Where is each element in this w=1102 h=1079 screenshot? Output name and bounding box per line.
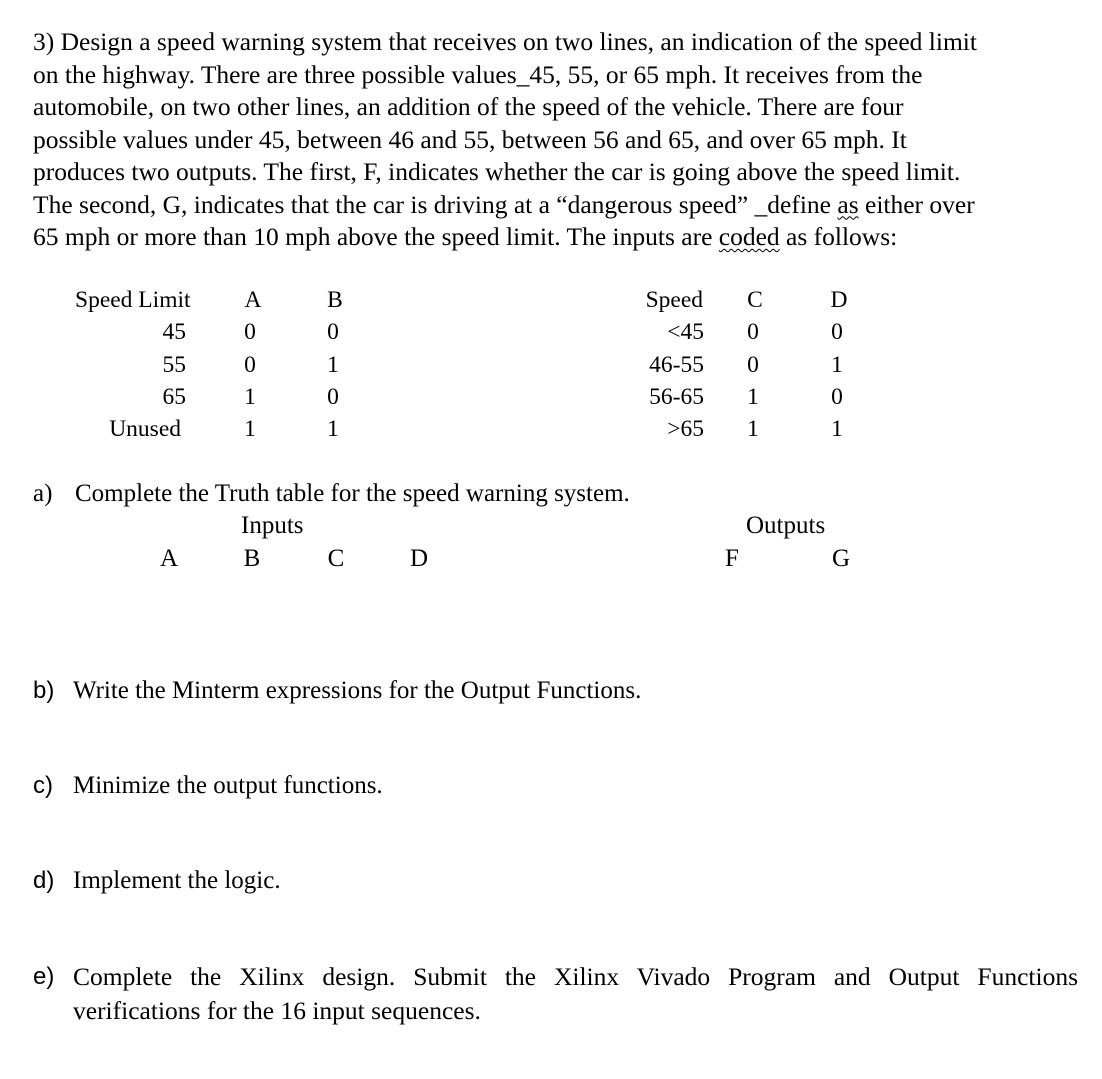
question-b <box>33 676 641 706</box>
table-header: Speed <box>645 287 703 313</box>
table-cell: 1 <box>747 416 759 442</box>
table-header: D <box>830 287 848 313</box>
table-cell: 1 <box>244 416 256 442</box>
table-cell: 1 <box>831 352 843 378</box>
table-cell: 0 <box>747 352 759 378</box>
problem-text: as follows: <box>779 222 898 251</box>
table-cell: 0 <box>831 319 843 345</box>
table-cell: 65 <box>162 384 186 410</box>
table-cell: 55 <box>162 352 186 378</box>
truth-table-column: B <box>243 545 261 572</box>
table-cell: 1 <box>327 352 339 378</box>
truth-table-column: D <box>409 545 429 572</box>
problem-line: automobile, on two other lines, an addition of the speed of the vehicle. There are four <box>33 92 904 121</box>
problem-text: The second, G, indicates that the car is driving at a “dangerous speed” _define <box>33 189 838 219</box>
problem-line: on the highway. There are three possible values_45, 55, or 65 mph. It receives from the <box>33 59 923 89</box>
table-cell: 1 <box>327 416 339 442</box>
table-cell: 45 <box>162 319 186 345</box>
problem-line: possible values under 45, between 46 and 55, between 56 and 65, and over 65 mph. It <box>33 124 907 154</box>
table-header: Speed Limit <box>75 287 191 313</box>
table-cell: 0 <box>327 384 339 410</box>
question-label: b) <box>33 677 55 704</box>
table-cell: 0 <box>831 384 843 410</box>
table-cell: 1 <box>747 384 759 410</box>
table-header: B <box>327 287 343 313</box>
question-text: Write the Minterm expressions for the Output Functions. <box>73 677 642 704</box>
table-cell: 0 <box>747 319 759 345</box>
table-cell: 46-55 <box>649 352 704 378</box>
question-a <box>33 479 630 509</box>
table-cell: 1 <box>244 384 256 410</box>
question-label: c) <box>33 772 53 799</box>
problem-line <box>33 189 1088 222</box>
problem-line: produces two outputs. The first, F, indicates whether the car is going above the speed limit. <box>33 157 961 186</box>
flagged-word: coded <box>718 222 780 251</box>
table-cell: 0 <box>244 352 256 378</box>
table-cell: 0 <box>327 319 339 345</box>
table-cell: 1 <box>831 416 843 442</box>
flagged-word: as <box>837 189 859 219</box>
truth-table-column: F <box>725 545 739 572</box>
problem-text: 65 mph or more than 10 mph above the speed limit. The inputs are <box>33 222 719 251</box>
truth-table-column: G <box>831 545 851 572</box>
table-header: A <box>244 287 262 313</box>
table-cell: Unused <box>109 416 181 442</box>
table-header: C <box>747 287 763 313</box>
question-label: e) <box>33 963 55 990</box>
question-c <box>33 771 383 801</box>
question-e <box>33 960 1078 1028</box>
question-text: Complete the Xilinx design. Submit the Xilinx Vivado Program and Output Functions verifications for the 16 input sequences. <box>73 962 1078 1025</box>
question-text: Minimize the output functions. <box>73 772 383 799</box>
question-label: a) <box>33 480 53 507</box>
question-text: Implement the logic. <box>73 867 281 894</box>
problem-line: 3) Design a speed warning system that receives on two lines, an indication of the speed limit <box>33 27 977 56</box>
question-label: d) <box>33 867 55 894</box>
problem-text: either over <box>858 189 975 219</box>
problem-line <box>33 221 1088 254</box>
inputs-heading: Inputs <box>241 512 304 539</box>
outputs-heading: Outputs <box>746 512 826 539</box>
truth-table-column: C <box>327 545 345 572</box>
table-cell: >65 <box>667 416 704 442</box>
table-cell: 0 <box>244 319 256 345</box>
problem-statement <box>33 26 1088 254</box>
question-text: Complete the Truth table for the speed warning system. <box>75 480 630 507</box>
truth-table-column: A <box>159 545 179 572</box>
question-d <box>33 866 281 896</box>
table-cell: 56-65 <box>649 384 704 410</box>
table-cell: <45 <box>667 319 704 345</box>
